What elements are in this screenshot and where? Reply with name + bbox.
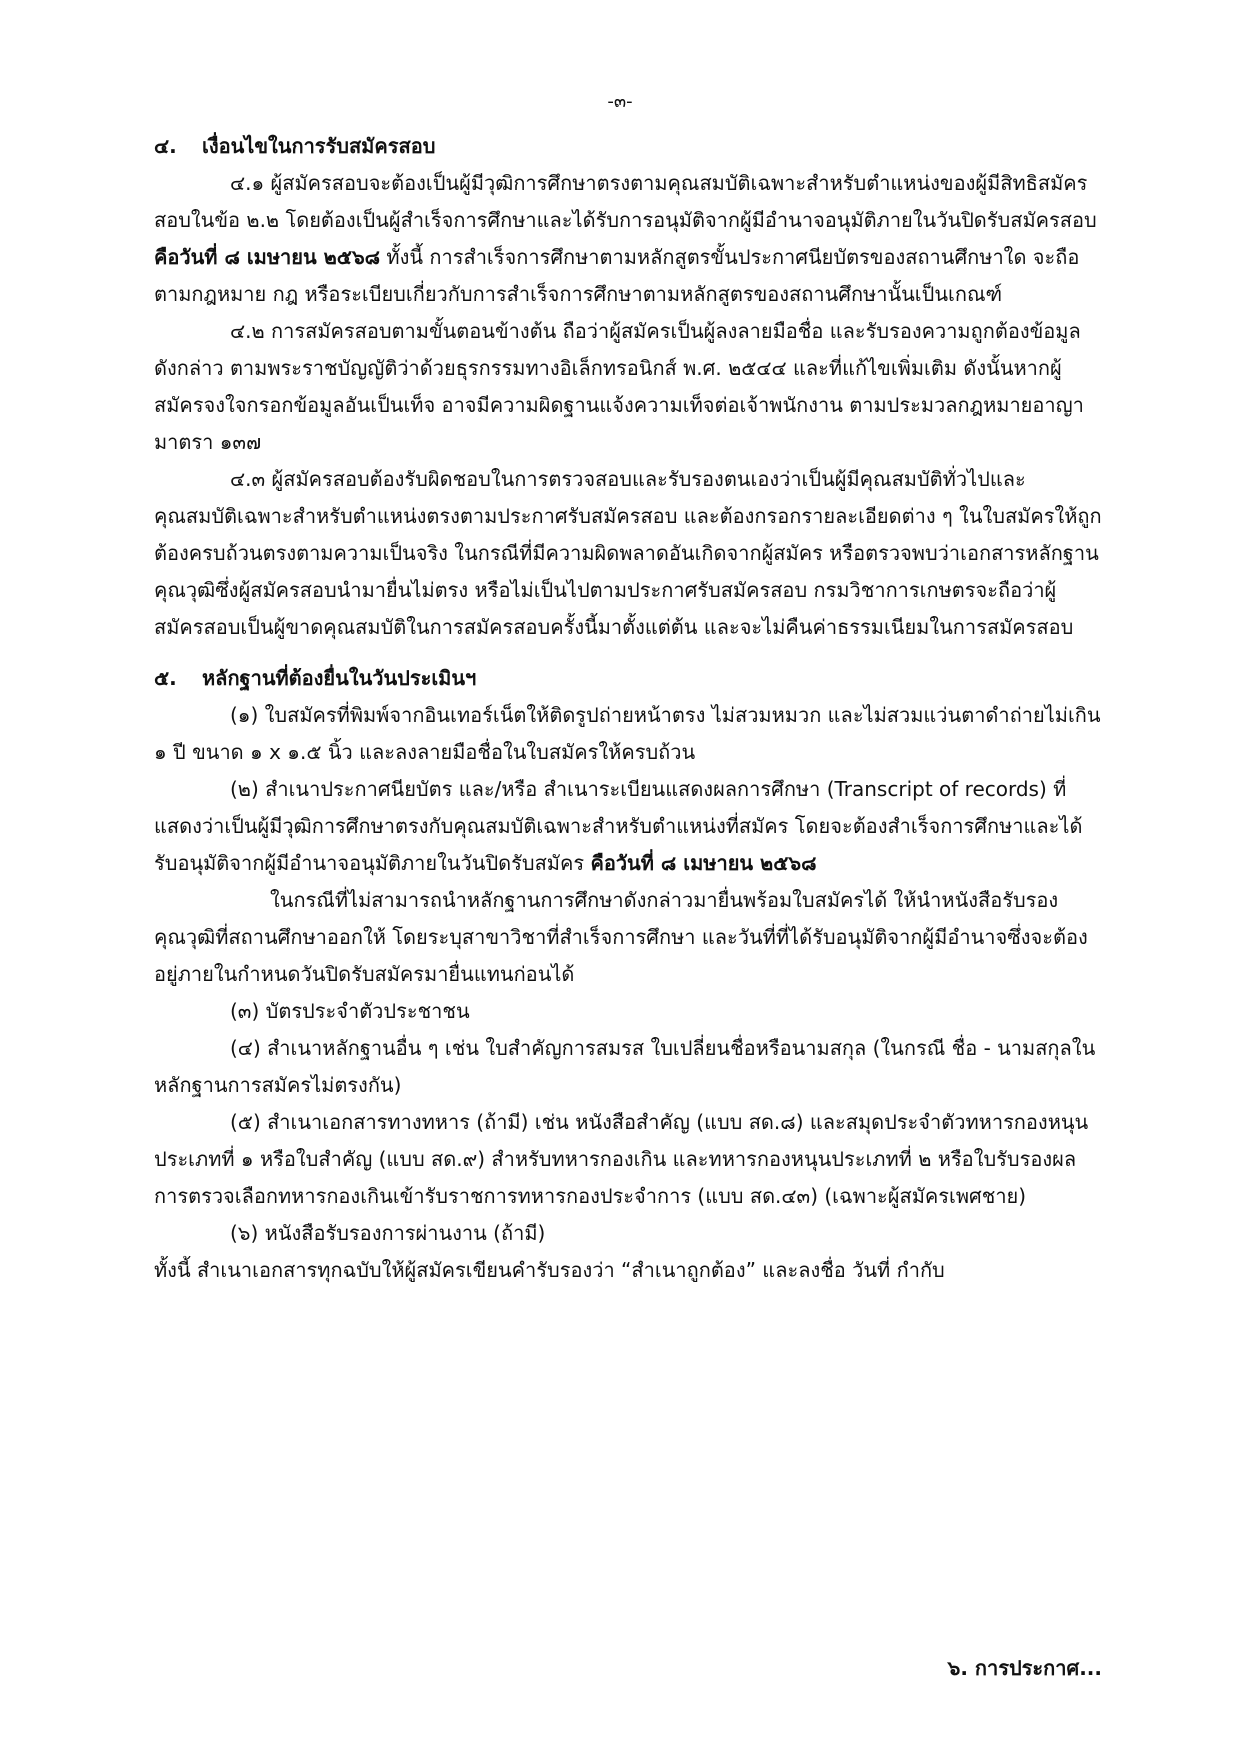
- list-item-4: (๔) สำเนาหลักฐานอื่น ๆ เช่น ใบสำคัญการสมรส ใบเปลี่ยนชื่อหรือนามสกุล (ในกรณี ชื่อ - นามสกุลในหลักฐานการสมัครไม่ตรงกัน): [154, 1036, 1096, 1097]
- section-4-number: ๔.: [154, 134, 177, 158]
- list-item-2-note: ในกรณีที่ไม่สามารถนำหลักฐานการศึกษาดังกล่าวมายื่นพร้อมใบสมัครได้ ให้นำหนังสือรับรองคุณวุฒิที่สถานศึกษาออกให้ โดยระบุสาขาวิชาที่สำเร็จการศึกษา และวันที่ที่ได้รับอนุมัติจากผู้มีอำนาจซึ่งจะต้องอยู่ภายในกำหนดวันปิดรับสมัครมายื่นแทนก่อนได้: [154, 888, 1088, 986]
- closing-note: ทั้งนี้ สำเนาเอกสารทุกฉบับให้ผู้สมัครเขียนคำรับรองว่า “สำเนาถูกต้อง” และลงชื่อ วันที่ กำกับ: [154, 1258, 945, 1282]
- page-number: -๓-: [607, 91, 633, 112]
- paragraph-4-1-text-b: ทั้งนี้ การสำเร็จการศึกษาตามหลักสูตรขั้นประกาศนียบัตรของสถานศึกษาใด จะถือตามกฎหมาย กฎ หรือระเบียบเกี่ยวกับการสำเร็จการศึกษาตามหลักสูตรของสถานศึกษานั้นเป็นเกณฑ์: [154, 245, 1080, 306]
- list-item-3: (๓) บัตรประจำตัวประชาชน: [230, 999, 470, 1023]
- section-4-title: เงื่อนไขในการรับสมัครสอบ: [202, 134, 436, 158]
- list-item-2-deadline: คือวันที่ ๘ เมษายน ๒๕๖๘: [590, 851, 817, 875]
- section-4-heading: [154, 128, 1102, 165]
- list-item-6: (๖) หนังสือรับรองการผ่านงาน (ถ้ามี): [230, 1221, 546, 1245]
- paragraph-4-1-deadline: คือวันที่ ๘ เมษายน ๒๕๖๘: [154, 245, 381, 269]
- paragraph-4-1: [154, 165, 1102, 313]
- next-page-continuation: ๖. การประกาศ...: [947, 1656, 1102, 1680]
- section-5-number: ๕.: [154, 666, 177, 690]
- list-item-2-text: (๒) สำเนาประกาศนียบัตร และ/หรือ สำเนาระเบียนแสดงผลการศึกษา (Transcript of records) ที่แสดงว่าเป็นผู้มีวุฒิการศึกษาตรงกับคุณสมบัติเฉพาะสำหรับตำแหน่งที่สมัคร โดยจะต้องสำเร็จการศึกษาและได้รับอนุมัติจากผู้มีอำนาจอนุมัติภายในวันปิดรับสมัคร: [154, 777, 1083, 875]
- paragraph-4-2: ๔.๒ การสมัครสอบตามขั้นตอนข้างต้น ถือว่าผู้สมัครเป็นผู้ลงลายมือชื่อ และรับรองความถูกต้องข้อมูลดังกล่าว ตามพระราชบัญญัติว่าด้วยธุรกรรมทางอิเล็กทรอนิกส์ พ.ศ. ๒๕๔๔ และที่แก้ไขเพิ่มเติม ดังนั้นหากผู้สมัครจงใจกรอกข้อมูลอันเป็นเท็จ อาจมีความผิดฐานแจ้งความเท็จต่อเจ้าพนักงาน ตามประมวลกฎหมายอาญา มาตรา ๑๓๗: [154, 319, 1084, 454]
- list-item-5: (๕) สำเนาเอกสารทางทหาร (ถ้ามี) เช่น หนังสือสำคัญ (แบบ สด.๘) และสมุดประจำตัวทหารกองหนุน ประเภทที่ ๑ หรือใบสำคัญ (แบบ สด.๙) สำหรับทหารกองเกิน และทหารกองหนุนประเภทที่ ๒ หรือใบรับรองผลการตรวจเลือกทหารกองเกินเข้ารับราชการทหารกองประจำการ (แบบ สด.๔๓) (เฉพาะผู้สมัครเพศชาย): [154, 1110, 1089, 1208]
- list-item-2: [154, 771, 1102, 882]
- section-5-title: หลักฐานที่ต้องยื่นในวันประเมินฯ: [202, 666, 477, 690]
- paragraph-4-3: ๔.๓ ผู้สมัครสอบต้องรับผิดชอบในการตรวจสอบและรับรองตนเองว่าเป็นผู้มีคุณสมบัติทั่วไปและคุณสมบัติเฉพาะสำหรับตำแหน่งตรงตามประกาศรับสมัครสอบ และต้องกรอกรายละเอียดต่าง ๆ ในใบสมัครให้ถูกต้องครบถ้วนตรงตามความเป็นจริง ในกรณีที่มีความผิดพลาดอันเกิดจากผู้สมัคร หรือตรวจพบว่าเอกสารหลักฐานคุณวุฒิซึ่งผู้สมัครสอบนำมายื่นไม่ตรง หรือไม่เป็นไปตามประกาศรับสมัครสอบ กรมวิชาการเกษตรจะถือว่าผู้สมัครสอบเป็นผู้ขาดคุณสมบัติในการสมัครสอบครั้งนี้มาตั้งแต่ต้น และจะไม่คืนค่าธรรมเนียมในการสมัครสอบ: [154, 467, 1102, 639]
- paragraph-4-1-text-a: ๔.๑ ผู้สมัครสอบจะต้องเป็นผู้มีวุฒิการศึกษาตรงตามคุณสมบัติเฉพาะสำหรับตำแหน่งของผู้มีสิทธิสมัครสอบในข้อ ๒.๒ โดยต้องเป็นผู้สำเร็จการศึกษาและได้รับการอนุมัติจากผู้มีอำนาจอนุมัติภายในวันปิดรับสมัครสอบ: [154, 171, 1097, 232]
- section-5-heading: [154, 660, 1102, 697]
- document-body: [154, 128, 1102, 1289]
- list-item-1: (๑) ใบสมัครที่พิมพ์จากอินเทอร์เน็ตให้ติดรูปถ่ายหน้าตรง ไม่สวมหมวก และไม่สวมแว่นตาดำถ่ายไม่เกิน ๑ ปี ขนาด ๑ x ๑.๕ นิ้ว และลงลายมือชื่อในใบสมัครให้ครบถ้วน: [154, 703, 1101, 764]
